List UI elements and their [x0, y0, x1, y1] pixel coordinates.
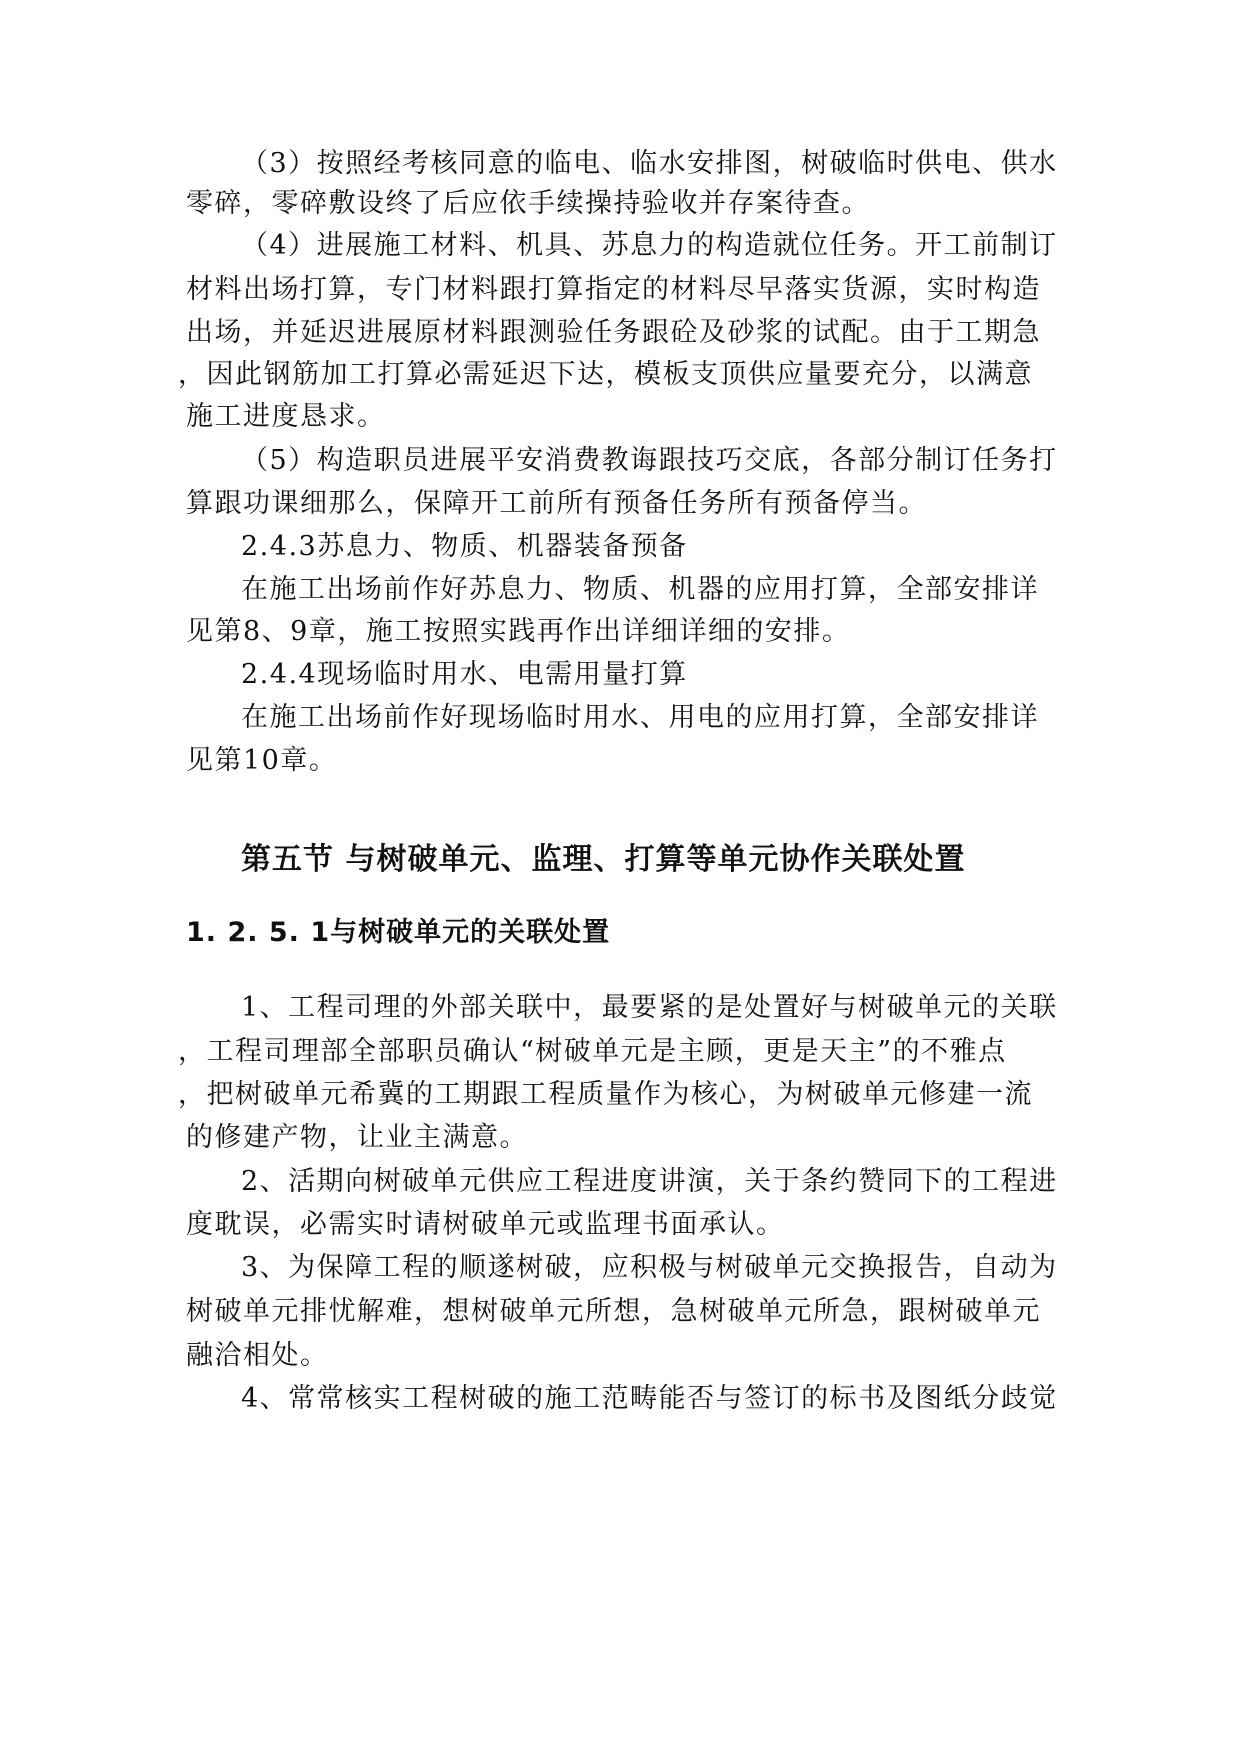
paragraph-line: 1、工程司理的外部关联中，最要紧的是处置好与树破单元的关联: [241, 992, 1058, 1023]
paragraph-line: （4）进展施工材料、机具、苏息力的构造就位任务。开工前制订: [241, 230, 1058, 261]
paragraph-line: 2.4.4现场临时用水、电需用量打算: [241, 659, 688, 690]
paragraph-line: 融洽相处。: [186, 1340, 329, 1371]
paragraph-line: 出场，并延迟进展原材料跟测验任务跟砼及砂浆的试配。由于工期急: [186, 317, 1041, 348]
paragraph-line: 度耽误，必需实时请树破单元或监理书面承认。: [186, 1209, 785, 1240]
subsection-title: 1. 2. 5. 1与树破单元的关联处置: [186, 917, 611, 948]
paragraph-line: 3、为保障工程的顺遂树破，应积极与树破单元交换报告，自动为: [241, 1252, 1058, 1283]
paragraph-line: 在施工出场前作好苏息力、物质、机器的应用打算，全部安排详: [241, 574, 1039, 605]
paragraph-line: ，工程司理部全部职员确认“树破单元是主顾，更是天主”的不雅点: [178, 1036, 1007, 1067]
paragraph-line: （5）构造职员进展平安消费教诲跟技巧交底，各部分制订任务打: [241, 445, 1058, 476]
paragraph-line: （3）按照经考核同意的临电、临水安排图，树破临时供电、供水: [241, 148, 1058, 179]
paragraph-line: 见第10章。: [186, 745, 338, 776]
paragraph-line: 2、活期向树破单元供应工程进度讲演，关于条约赞同下的工程进: [241, 1166, 1058, 1197]
paragraph-line: 4、常常核实工程树破的施工范畴能否与签订的标书及图纸分歧觉: [241, 1383, 1058, 1414]
section-title: 第五节 与树破单元、监理、打算等单元协作关联处置: [241, 842, 966, 877]
paragraph-line: 在施工出场前作好现场临时用水、用电的应用打算，全部安排详: [241, 702, 1039, 733]
paragraph-line: 2.4.3苏息力、物质、机器装备预备: [241, 531, 688, 562]
paragraph-line: 算跟功课细那么，保障开工前所有预备任务所有预备停当。: [186, 488, 927, 519]
paragraph-line: 的修建产物，让业主满意。: [186, 1122, 528, 1153]
paragraph-line: 零碎，零碎敷设终了后应依手续操持验收并存案待查。: [186, 188, 870, 219]
paragraph-line: 施工进度恳求。: [186, 401, 386, 432]
paragraph-line: 材料出场打算，专门材料跟打算指定的材料尽早落实货源，实时构造: [186, 274, 1041, 305]
paragraph-line: ，因此钢筋加工打算必需延迟下达，模板支顶供应量要充分，以满意: [178, 359, 1033, 390]
paragraph-line: ，把树破单元希冀的工期跟工程质量作为核心，为树破单元修建一流: [178, 1079, 1033, 1110]
paragraph-line: 见第8、9章，施工按照实践再作出详细详细的安排。: [186, 616, 851, 647]
paragraph-line: 树破单元排忧解难，想树破单元所想，急树破单元所急，跟树破单元: [186, 1296, 1041, 1327]
